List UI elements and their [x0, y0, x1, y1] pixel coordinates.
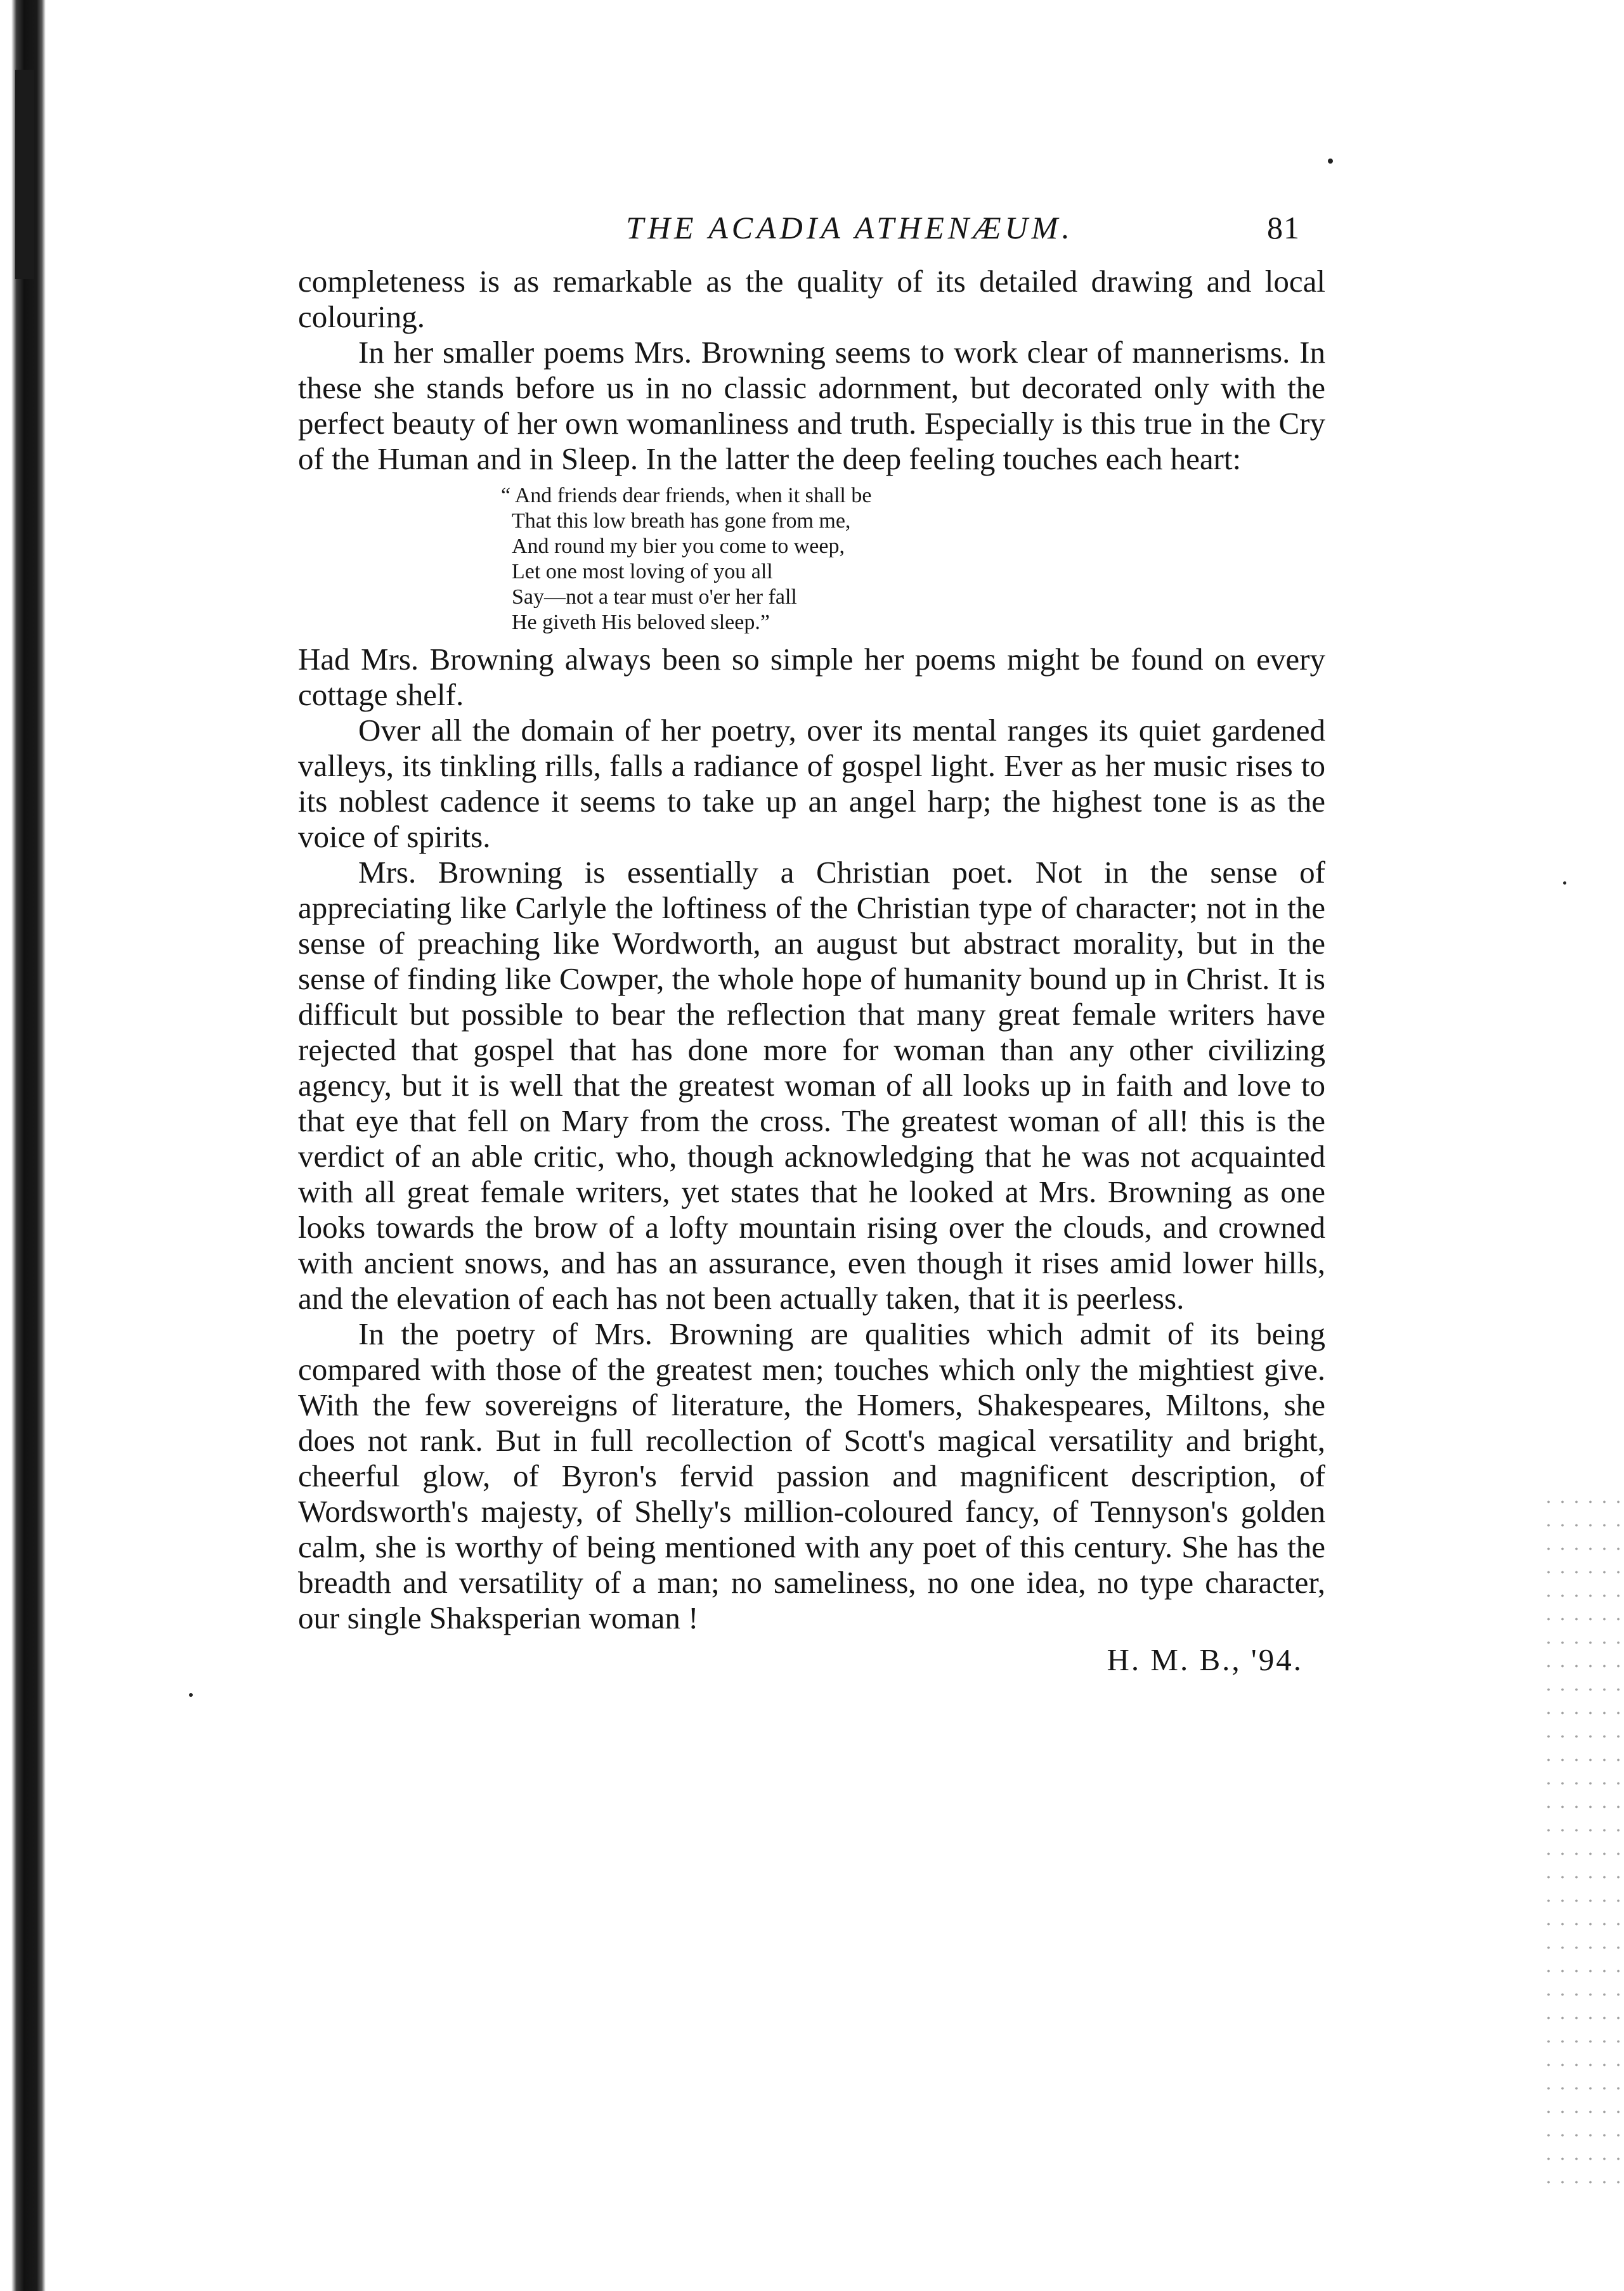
paragraph-christian-poet: Mrs. Browning is essentially a Christian poet. Not in the sense of appreciating like Carlyle the loftiness of the Christian type of character; not in the sense of preaching like Wordworth, an august but abstract morality, but in the sense of finding like Cowper, the whole hope of humanity bound up in Christ. It is difficult but possible to bear the reflection that many great female writers have rejected that gospel that has done more for woman than any other civilizing agency, but it is well that the greatest woman of all looks up in faith and love to that eye that fell on Mary from the cross. The greatest woman of all! this is the verdict of an able critic, who, though acknowledging that he was not acquainted with all great female writers, yet states that he looked at Mrs. Browning as one looks towards the brow of a lofty mountain rising over the clouds, and crowned with ancient snows, and has an assurance, even though it rises amid lower hills, and the elevation of each has not been actually taken, that it is peerless. [298, 855, 1325, 1316]
page-number: 81 [1267, 210, 1300, 245]
paragraph-simple-poems: Had Mrs. Browning always been so simple her poems might be found on every cottage shelf. [298, 642, 1325, 712]
paragraph-domain: Over all the domain of her poetry, over its mental ranges its quiet gardened valleys, its tinkling rills, falls a radiance of gospel light. Ever as her music rises to its noblest cadence it seems to take up an angel harp; the highest tone is as the voice of spirits. [298, 713, 1325, 854]
verse-line: Say—not a tear must o'er her fall [512, 585, 797, 609]
page-edge-noise [1542, 1490, 1624, 2188]
paragraph-continuation: completeness is as remarkable as the quality of its detailed drawing and local colouring. [298, 264, 1325, 334]
text-column [298, 209, 1325, 1678]
verse-line: “ And friends dear friends, when it shall be [501, 484, 872, 507]
spine-dark-band [15, 70, 34, 279]
verse-quotation [501, 483, 1325, 635]
running-head [298, 209, 1325, 255]
author-signature: H. M. B., '94. [1107, 1642, 1303, 1677]
speck-right-margin [1563, 881, 1566, 885]
verse-line: That this low breath has gone from me, [512, 509, 851, 533]
speck-left-margin [189, 1693, 193, 1697]
verse-line: And round my bier you come to weep, [512, 535, 845, 558]
paragraph-greatest-men: In the poetry of Mrs. Browning are qualities which admit of its being compared with those of the greatest men; touches which only the mightiest give. With the few sovereigns of literature, the Homers, Shakespeares, Miltons, she does not rank. But in full recollection of Scott's magical versatility and bright, cheerful glow, of Byron's fervid passion and magnificent description, of Wordsworth's majesty, of Shelly's million-coloured fancy, of Tennyson's golden calm, she is worthy of being mentioned with any poet of this century. She has the breadth and versatility of a man; no sameliness, no one idea, no type character, our single Shaksperian woman ! [298, 1316, 1325, 1635]
paragraph-smaller-poems: In her smaller poems Mrs. Browning seems to work clear of mannerisms. In these she stands before us in no classic adornment, but decorated only with the perfect beauty of her own womanliness and truth. Especially is this true in the Cry of the Human and in Sleep. In the latter the deep feeling touches each heart: [298, 335, 1325, 476]
verse-line: Let one most loving of you all [512, 560, 773, 583]
verse-line: He giveth His beloved sleep.” [512, 611, 770, 634]
journal-title: THE ACADIA ATHENÆUM. [626, 210, 1074, 245]
speck-top-right [1328, 159, 1333, 164]
book-spine-shadow [0, 0, 46, 2291]
